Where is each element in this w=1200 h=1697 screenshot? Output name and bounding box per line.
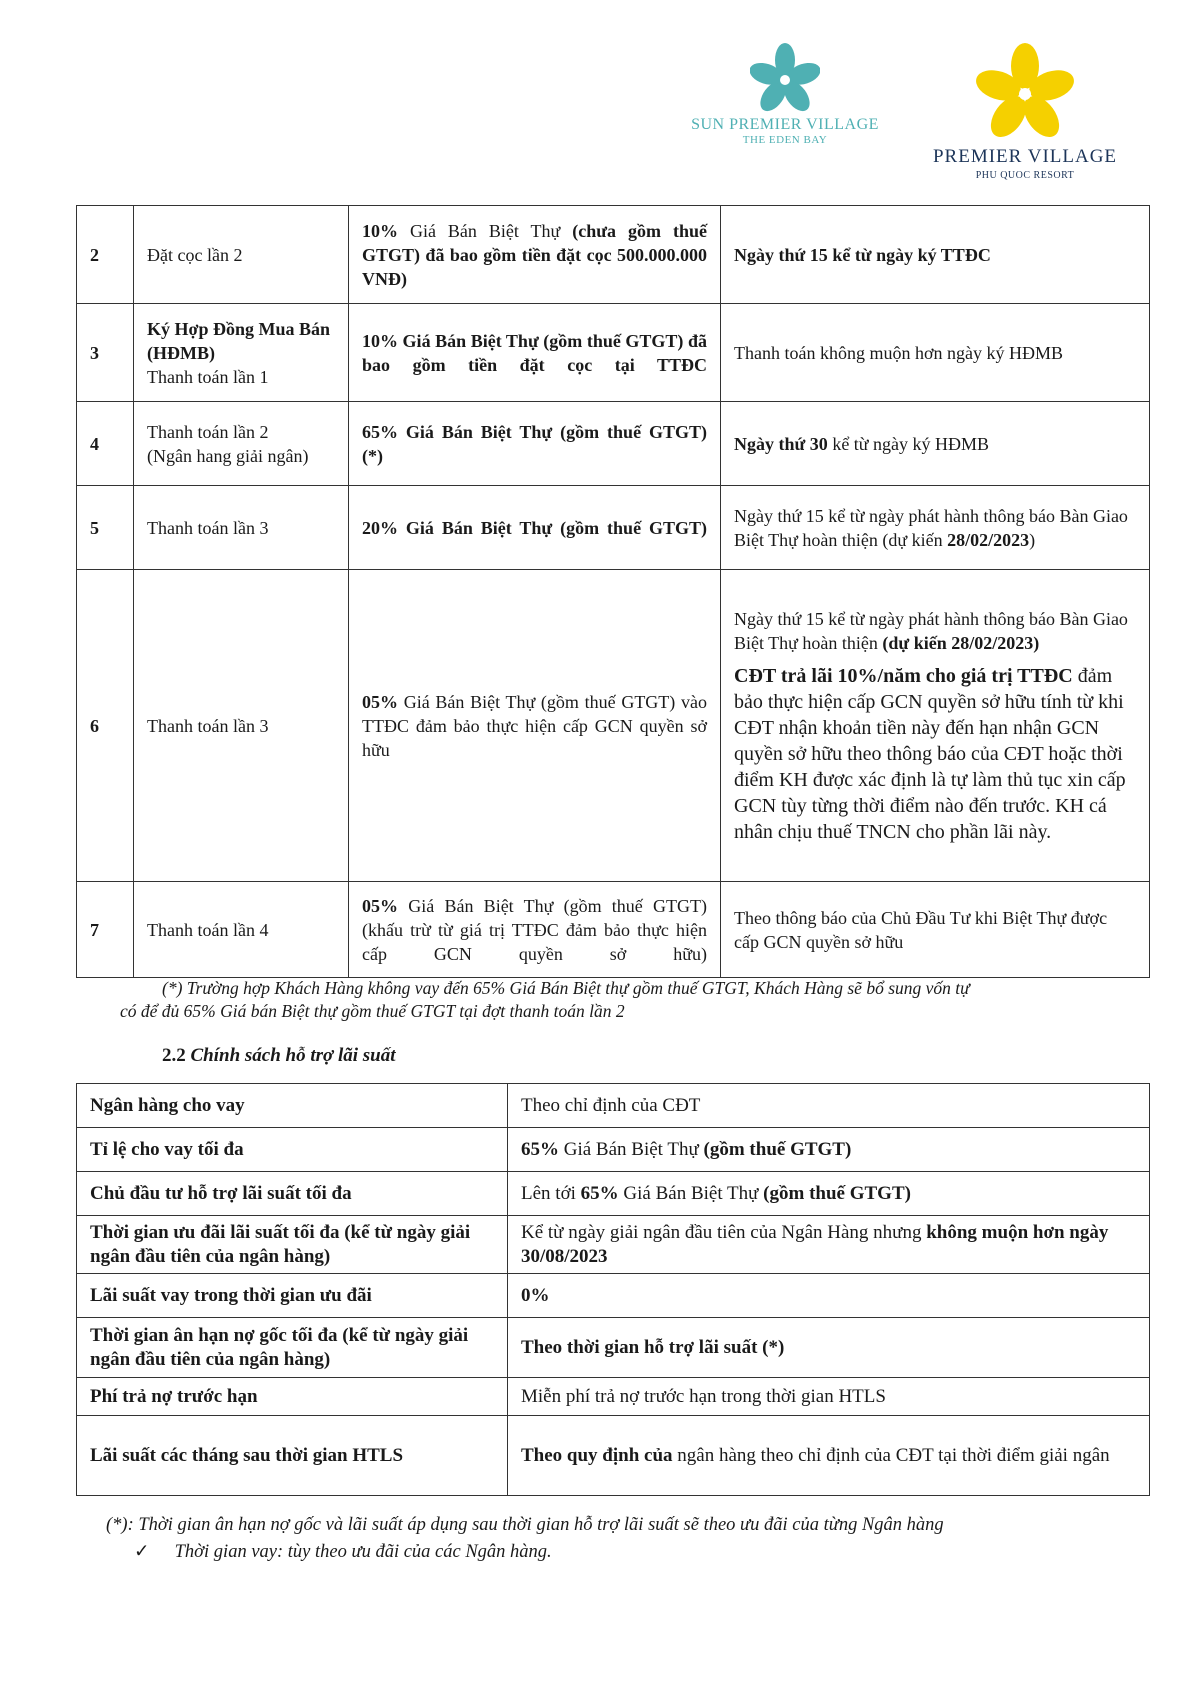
section-title <box>162 1045 396 1067</box>
footnote-payment <box>120 977 1120 1023</box>
amount-cell <box>349 486 721 570</box>
row-key: Chủ đầu tư hỗ trợ lãi suất tối đa <box>77 1172 508 1216</box>
value-bold-2: (gồm thuế GTGT) <box>763 1182 911 1204</box>
due-end: ) <box>1029 529 1036 550</box>
row-value: Miễn phí trả nợ trước hạn trong thời gian HTLS <box>508 1378 1150 1416</box>
due-cell <box>721 402 1150 486</box>
due-cell: Theo thông báo của Chủ Đầu Tư khi Biệt Thự được cấp GCN quyền sở hữu <box>721 882 1150 978</box>
row-value: Theo chỉ định của CĐT <box>508 1084 1150 1128</box>
amount-pct: 05% <box>362 895 398 916</box>
row-number: 2 <box>77 206 134 304</box>
table-row <box>77 1378 1150 1416</box>
table-row <box>77 206 1150 304</box>
amount-text: Giá Bán Biệt Thự (gồm thuế GTGT) (khấu trừ từ giá trị TTĐC đảm bảo thực hiện cấp GCN quyền sở hữu) <box>362 895 708 964</box>
due-text: Ngày thứ 15 kể từ ngày phát hành thông báo Bàn Giao Biệt Thự hoàn thiện <box>734 608 1128 653</box>
table-row <box>77 1128 1150 1172</box>
check-icon: ✓ <box>134 1542 150 1562</box>
amount-text: Giá Bán Biệt Thự <box>409 220 561 241</box>
logo-right-sub: PHU QUOC RESORT <box>975 170 1075 181</box>
row-value <box>508 1216 1150 1274</box>
interest-support-table <box>76 1083 1150 1496</box>
value-pre: Lên tới <box>521 1182 576 1204</box>
value-pre: Kể từ ngày giải ngân đầu tiên của Ngân Hàng nhưng <box>521 1221 922 1243</box>
row-number: 4 <box>77 402 134 486</box>
value-text: Giá Bán Biệt Thự <box>563 1138 699 1160</box>
footnote-loan-term <box>106 1539 1146 1566</box>
value-text: Giá Bán Biệt Thự <box>623 1182 759 1204</box>
due-bold: 28/02/2023 <box>947 529 1030 550</box>
footnote-grace-period: (*): Thời gian ân hạn nợ gốc và lãi suất áp dụng sau thời gian hỗ trợ lãi suất sẽ theo ưu đãi của từng Ngân hàng <box>106 1515 944 1535</box>
logo-left-name: SUN PREMIER VILLAGE <box>691 116 879 133</box>
table-row <box>77 486 1150 570</box>
stage-text: Thanh toán lần 1 <box>147 366 269 387</box>
amount-pct: 05% <box>362 691 398 712</box>
row-value <box>508 1416 1150 1496</box>
amount-cell <box>349 882 721 978</box>
value-bold-2: (gồm thuế GTGT) <box>703 1138 852 1160</box>
due-bold: Ngày thứ 30 <box>734 433 828 454</box>
value-bold: 65% <box>521 1138 559 1160</box>
footnote-loan <box>106 1512 1146 1566</box>
value-bold: 65% <box>580 1182 619 1204</box>
due-text: kể từ ngày ký TTĐC <box>832 244 991 265</box>
logo-right-name: PREMIER VILLAGE <box>932 146 1118 167</box>
row-key: Thời gian ân hạn nợ gốc tối đa (kể từ ngày giải ngân đầu tiên của ngân hàng) <box>77 1318 508 1378</box>
table-row <box>77 1416 1150 1496</box>
section-heading: Chính sách hỗ trợ lãi suất <box>190 1045 396 1066</box>
due-text: kể từ ngày ký HĐMB <box>832 433 990 454</box>
table-row <box>77 1274 1150 1318</box>
table-row <box>77 1318 1150 1378</box>
yellow-flower-icon <box>975 42 1075 142</box>
due2-bold: CĐT trả lãi 10%/năm cho giá trị TTĐC <box>734 664 1073 687</box>
premier-village-logo <box>910 42 1140 181</box>
due-cell <box>721 570 1150 882</box>
due-bold: (dự kiến 28/02/2023) <box>882 632 1040 653</box>
sun-premier-village-logo <box>670 42 900 146</box>
due-cell <box>721 206 1150 304</box>
amount-bold: (chưa gồm thuế GTGT) đã bao gồm tiền đặt cọc 500.000.000 VNĐ) <box>362 220 707 289</box>
row-number: 7 <box>77 882 134 978</box>
row-key: Lãi suất vay trong thời gian ưu đãi <box>77 1274 508 1318</box>
footnote-line-2: có để đủ 65% Giá bán Biệt thự gồm thuế GTGT tại đợt thanh toán lần 2 <box>120 1001 625 1021</box>
row-value <box>508 1318 1150 1378</box>
due-cell: Thanh toán không muộn hơn ngày ký HĐMB <box>721 304 1150 402</box>
value-text: ngân hàng theo chỉ định của CĐT tại thời điểm giải ngân <box>677 1444 1110 1466</box>
amount-text: 20% Giá Bán Biệt Thự (gồm thuế GTGT) <box>362 517 707 538</box>
row-value <box>508 1128 1150 1172</box>
stage-cell: Thanh toán lần 3 <box>134 570 349 882</box>
table-row <box>77 304 1150 402</box>
table-row <box>77 402 1150 486</box>
row-key: Lãi suất các tháng sau thời gian HTLS <box>77 1416 508 1496</box>
amount-cell <box>349 570 721 882</box>
table-row <box>77 882 1150 978</box>
section-number: 2.2 <box>162 1045 186 1066</box>
row-key: Ngân hàng cho vay <box>77 1084 508 1128</box>
table-row <box>77 570 1150 882</box>
teal-flower-icon <box>750 42 820 114</box>
amount-text: Giá Bán Biệt Thự (gồm thuế GTGT) vào TTĐC đảm bảo thực hiện cấp GCN quyền sở hữu <box>362 691 707 760</box>
table-row <box>77 1216 1150 1274</box>
due-bold: Ngày thứ 15 <box>734 244 828 265</box>
header-logos <box>670 42 1140 192</box>
row-key: Tỉ lệ cho vay tối đa <box>77 1128 508 1172</box>
payment-schedule-table <box>76 205 1150 978</box>
stage-cell: Thanh toán lần 4 <box>134 882 349 978</box>
stage-text: Thanh toán lần 2 <box>147 421 269 442</box>
stage-cell: Thanh toán lần 3 <box>134 486 349 570</box>
stage-cell <box>134 304 349 402</box>
amount-cell <box>349 304 721 402</box>
stage-cell: Đặt cọc lần 2 <box>134 206 349 304</box>
due-para-2 <box>734 663 1136 845</box>
loan-term-text: Thời gian vay: tùy theo ưu đãi của các Ngân hàng. <box>174 1542 552 1562</box>
row-number: 3 <box>77 304 134 402</box>
stage-bold: Ký Hợp Đồng Mua Bán (HĐMB) <box>147 318 331 363</box>
amount-text: 10% Giá Bán Biệt Thự (gồm thuế GTGT) đã bao gồm tiền đặt cọc tại TTĐC <box>362 330 707 375</box>
due-para-1 <box>734 607 1136 655</box>
logo-left-sub: THE EDEN BAY <box>742 134 828 146</box>
row-key: Thời gian ưu đãi lãi suất tối đa (kể từ ngày giải ngân đầu tiên của ngân hàng) <box>77 1216 508 1274</box>
due-text: Ngày thứ 15 kể từ ngày phát hành thông báo Bàn Giao Biệt Thự hoàn thiện (dự kiến <box>734 505 1128 550</box>
due-cell <box>721 486 1150 570</box>
stage-sub: (Ngân hang giải ngân) <box>147 445 309 466</box>
amount-cell <box>349 206 721 304</box>
value-bold: không muộn hơn ngày 30/08/2023 <box>521 1221 1109 1267</box>
amount-text: 65% Giá Bán Biệt Thự (gồm thuế GTGT) (*) <box>362 421 707 466</box>
row-value <box>508 1172 1150 1216</box>
row-number: 6 <box>77 570 134 882</box>
due2-text: đảm bảo thực hiện cấp GCN quyền sở hữu tính từ khi CĐT nhận khoản tiền này đến hạn nhận GCN quyền sở hữu theo thông báo của CĐT hoặc thời điểm KH được xác định là tự làm thủ tục xin cấp GCN tùy từng thời điểm nào đến trước. KH cá nhân chịu thuế TNCN cho phần lãi này. <box>734 664 1126 843</box>
amount-cell <box>349 402 721 486</box>
row-key: Phí trả nợ trước hạn <box>77 1378 508 1416</box>
value-bold: Theo thời gian hỗ trợ lãi suất (*) <box>521 1336 785 1358</box>
stage-cell <box>134 402 349 486</box>
amount-pct: 10% <box>362 220 398 241</box>
value-bold: 0% <box>521 1284 550 1306</box>
value-bold: Theo quy định của <box>521 1444 673 1466</box>
row-value <box>508 1274 1150 1318</box>
footnote-line-1: (*) Trường hợp Khách Hàng không vay đến 65% Giá Bán Biệt thự gồm thuế GTGT, Khách Hàng sẽ bổ sung vốn tự <box>162 978 970 998</box>
table-row <box>77 1084 1150 1128</box>
row-number: 5 <box>77 486 134 570</box>
table-row <box>77 1172 1150 1216</box>
